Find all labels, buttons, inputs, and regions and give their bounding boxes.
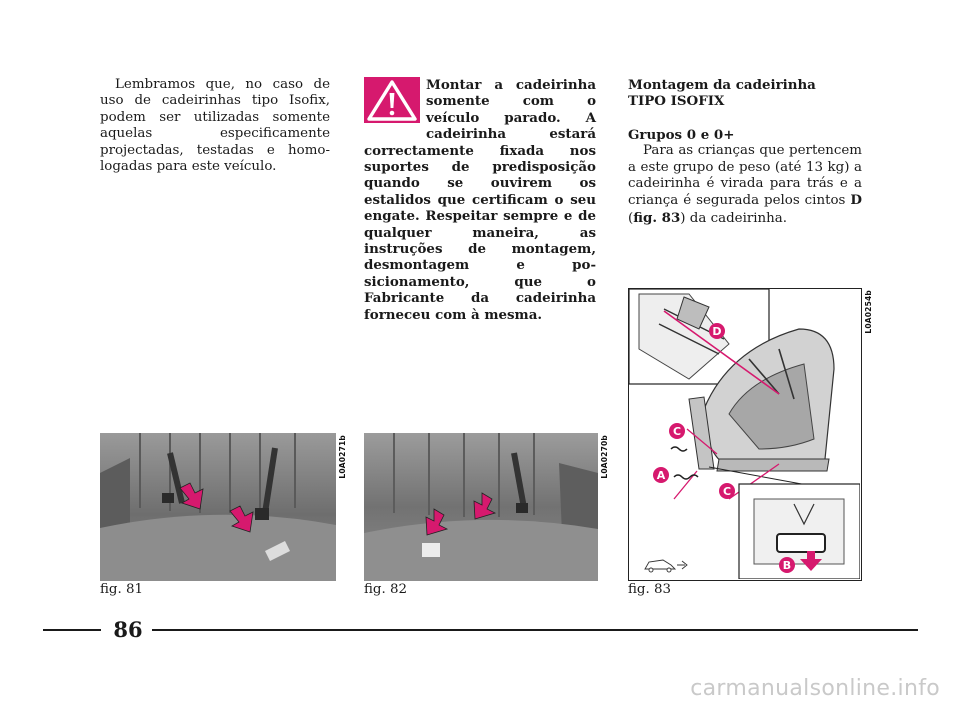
body-text-part-3: ) da cadeirinha.	[680, 210, 788, 226]
figure-81-code: L0A0271b	[338, 435, 347, 479]
isofix-seat-diagram	[629, 289, 860, 579]
warning-paragraph: Montar a cadeirinha somente com o veículo parado. A cadeirinha estará correctamente fixada nos suportes de predisposição quando se ouvirem os estalidos que certificam o seu engate. Respeitar sempre e de qualquer maneira, as instruções de montagem, desmontagem e posicionamento, que o Fabricante da cadeirinha forneceu com à mesma.	[364, 77, 596, 323]
page-number: 86	[113, 617, 143, 642]
figure-81-image	[100, 433, 336, 581]
car-icon	[645, 560, 687, 572]
figure-83-image	[628, 288, 862, 581]
figure-reference: fig. 83	[633, 209, 681, 226]
footer-rule-left	[43, 629, 101, 631]
heading-line-1: Montagem da cadeirinha	[628, 77, 816, 93]
group-body-paragraph	[628, 143, 862, 227]
text-column-1	[100, 77, 330, 175]
svg-text:A: A	[656, 469, 666, 482]
label-d-badge	[709, 323, 725, 339]
section-heading	[628, 77, 862, 110]
figure-82-caption: fig. 82	[364, 582, 408, 597]
body-text-part-2: (	[628, 210, 634, 226]
isofix-note-paragraph: Lembramos que, no caso de uso de cadeirinhas tipo Isofix, podem ser utilizadas somente aquelas especificamente projectadas, testadas e homologadas para este veículo.	[100, 77, 330, 175]
rear-seat-illustration	[100, 433, 336, 581]
figure-83-caption: fig. 83	[628, 582, 672, 597]
figure-82-code: L0A0270b	[600, 435, 609, 479]
svg-text:D: D	[712, 325, 722, 338]
figure-83-code: L0A0254b	[864, 290, 873, 334]
label-b-badge	[779, 557, 795, 573]
figure-82-image	[364, 433, 598, 581]
label-c-badge	[719, 483, 735, 499]
watermark: carmanualsonline.info	[690, 676, 940, 701]
body-text-part-1: Para as crianças que pertencem a este grupo de peso (até 13 kg) a cadeirinha é virada para trás e a criança é segurada pelos cintos	[628, 143, 862, 209]
heading-line-2: TIPO ISOFIX	[628, 93, 725, 110]
label-c-badge	[669, 423, 685, 439]
footer-rule-right	[152, 629, 918, 631]
figure-81-caption: fig. 81	[100, 582, 144, 597]
text-column-2	[364, 77, 596, 323]
label-a-badge	[653, 467, 669, 483]
group-subheading: Grupos 0 e 0+	[628, 126, 735, 143]
svg-text:C: C	[722, 485, 732, 498]
svg-text:C: C	[672, 425, 682, 438]
text-column-3	[628, 77, 862, 227]
warning-triangle-icon	[364, 77, 420, 123]
svg-text:B: B	[782, 559, 792, 572]
rear-seat-illustration	[364, 433, 598, 581]
belt-letter-d: D	[850, 192, 862, 209]
